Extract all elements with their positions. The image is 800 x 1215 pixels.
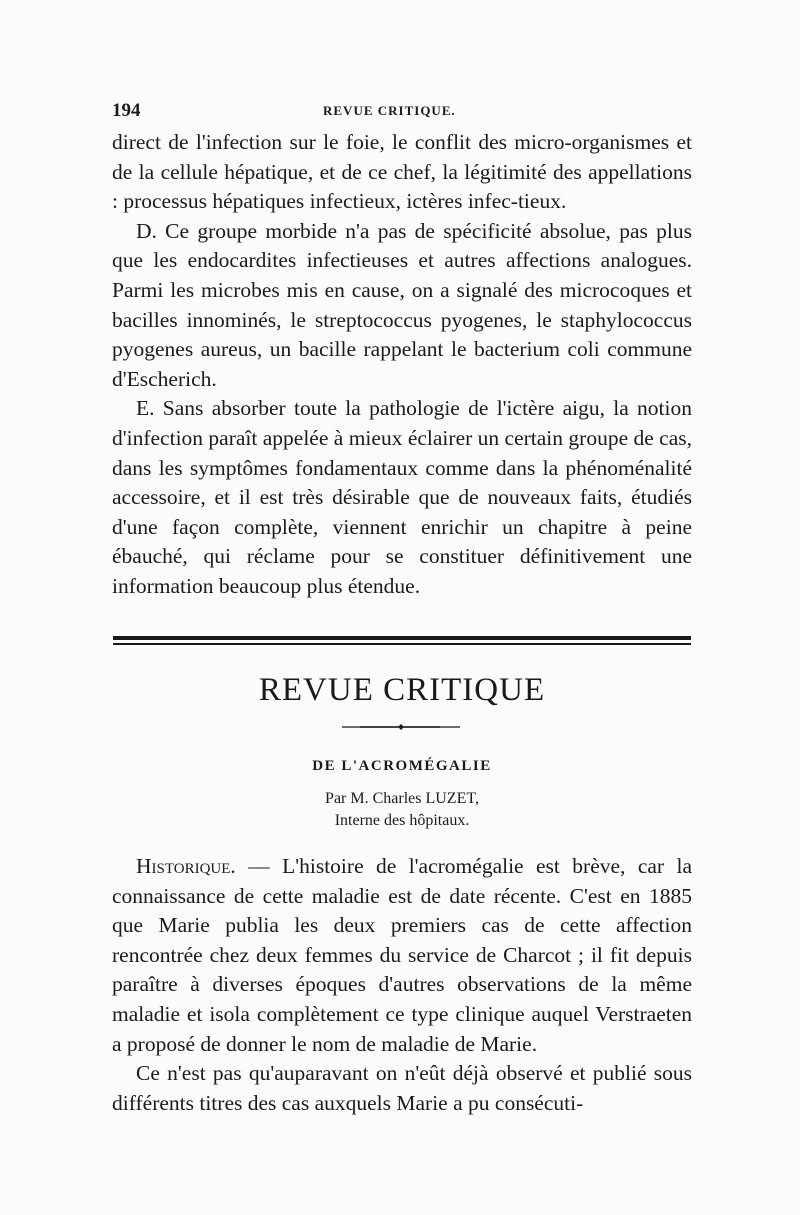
previous-section-text — [112, 128, 692, 602]
article-title: DE L'ACROMÉGALIE — [312, 758, 492, 774]
running-title: REVUE CRITIQUE. — [323, 103, 456, 118]
paragraph-text: — L'histoire de l'acromégalie est brève, car la connaissance de cette maladie est de date récente. C'est en 1885 que Marie publia les deux premiers cas de cette affection rencontrée chez deux femmes du service de Charcot ; il fit depuis paraître à diverses époques d'autres observations de la même maladie et isola complètement ce type clinique auquel Verstraeten a proposé de donner le nom de maladie de Marie. — [112, 854, 692, 1056]
author-role: Interne des hôpitaux. — [334, 812, 470, 829]
section-title: REVUE CRITIQUE — [258, 672, 546, 708]
section-divider-thin — [113, 643, 691, 645]
article-body — [112, 852, 692, 1118]
paragraph: D. Ce groupe morbide n'a pas de spécificité absolue, pas plus que les endocardites infectieuses et autres affections analogues. Parmi les microbes mis en cause, on a signalé des microcoques et bacilles innominés, le streptococcus pyogenes, le staphylococcus pyogenes aureus, un bacille rappelant le bacterium coli commune d'Escherich. — [112, 218, 692, 391]
section-label: Historique. — [136, 854, 236, 878]
section-divider-thick — [113, 636, 691, 640]
title-ornament — [340, 722, 462, 732]
paragraph: Ce n'est pas qu'auparavant on n'eût déjà observé et publié sous différents titres des cas auxquels Marie a pu consécuti- — [112, 1061, 692, 1115]
paragraph: E. Sans absorber toute la pathologie de l'ictère aigu, la notion d'infection paraît appelée à mieux éclairer un certain groupe de cas, dans les symptômes fondamentaux comme dans la phénoménalité accessoire, et il est très désirable que de nouveaux faits, étudiés d'une façon complète, viennent enrichir un chapitre à peine ébauché, qui réclame pour se constituer définitivement une information beaucoup plus étendue. — [112, 396, 692, 598]
paragraph: direct de l'infection sur le foie, le conflit des micro-organismes et de la cellule hépatique, et de ce chef, la légitimité des appellations : processus hépatiques infectieux, ictères infec-tieux. — [112, 130, 692, 214]
paragraph — [112, 852, 692, 1059]
page-number: 194 — [112, 100, 141, 121]
running-head — [112, 100, 692, 124]
author-line: Par M. Charles LUZET, — [325, 790, 479, 807]
